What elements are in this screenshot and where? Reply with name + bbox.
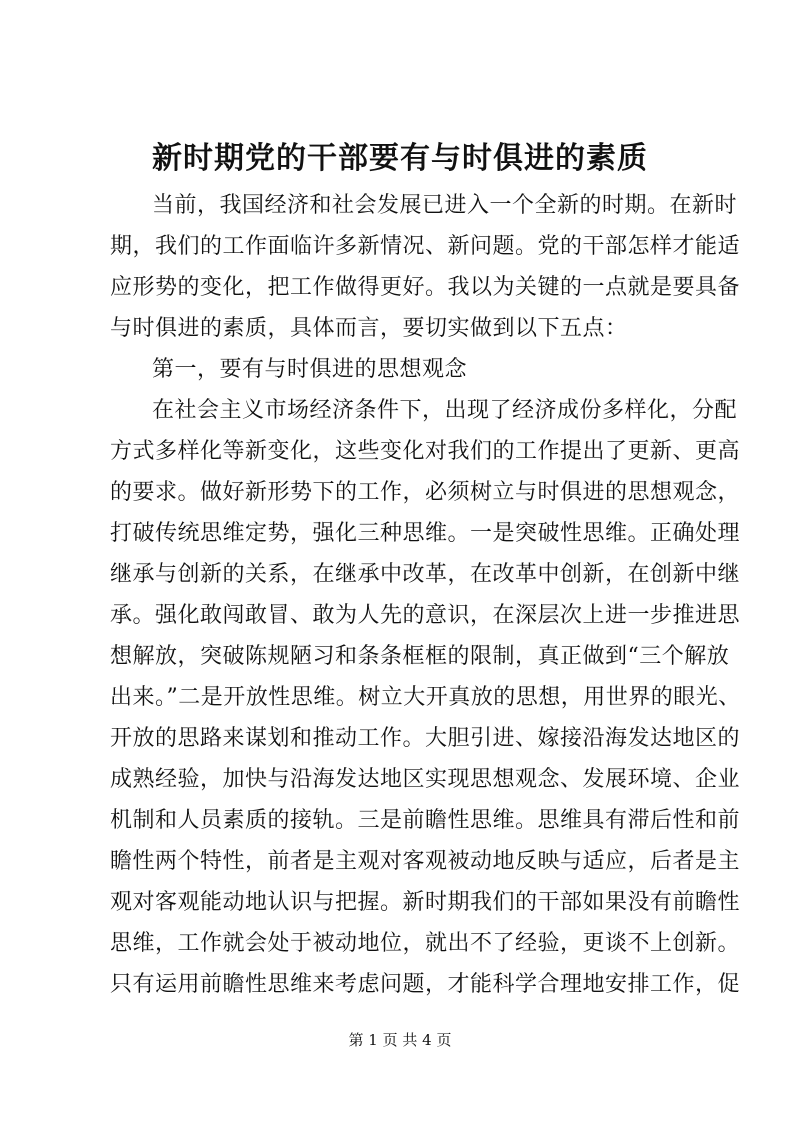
paragraph-line: 只有运用前瞻性思维来考虑问题，才能科学合理地安排工作，促	[110, 972, 741, 997]
paragraph-line: 成熟经验，加快与沿海发达地区实现思想观念、发展环境、企业	[110, 767, 741, 792]
paragraph-line: 思维，工作就会处于被动地位，就出不了经验，更谈不上创新。	[110, 931, 741, 956]
paragraph-line: 继承与创新的关系，在继承中改革，在改革中创新，在创新中继	[110, 562, 741, 587]
paragraph-line: 出来。”二是开放性思维。树立大开真放的思想，用世界的眼光、	[110, 685, 741, 710]
paragraph-line: 机制和人员素质的接轨。三是前瞻性思维。思维具有滞后性和前	[110, 808, 741, 833]
paragraph-line: 当前，我国经济和社会发展已进入一个全新的时期。在新时	[152, 193, 738, 218]
paragraph-line: 开放的思路来谋划和推动工作。大胆引进、嫁接沿海发达地区的	[110, 726, 741, 751]
paragraph-line: 观对客观能动地认识与把握。新时期我们的干部如果没有前瞻性	[110, 890, 741, 915]
paragraph-line: 期，我们的工作面临许多新情况、新问题。党的干部怎样才能适	[110, 234, 741, 259]
document-title: 新时期党的干部要有与时俱进的素质	[152, 141, 648, 176]
page-footer: 第 1 页 共 4 页	[348, 1031, 452, 1049]
paragraph-line: 瞻性两个特性，前者是主观对客观被动地反映与适应，后者是主	[110, 849, 741, 874]
paragraph-line: 方式多样化等新变化，这些变化对我们的工作提出了更新、更高	[110, 439, 741, 464]
paragraph-line: 想解放，突破陈规陋习和条条框框的限制，真正做到“三个解放	[110, 644, 730, 669]
paragraph-line: 应形势的变化，把工作做得更好。我以为关键的一点就是要具备	[110, 275, 741, 300]
paragraph-line: 与时俱进的素质，具体而言，要切实做到以下五点：	[110, 316, 628, 341]
paragraph-line: 在社会主义市场经济条件下，出现了经济成份多样化，分配	[152, 398, 738, 423]
paragraph-line: 的要求。做好新形势下的工作，必须树立与时俱进的思想观念，	[110, 480, 741, 505]
section-heading: 第一，要有与时俱进的思想观念	[152, 357, 468, 382]
paragraph-line: 承。强化敢闯敢冒、敢为人先的意识，在深层次上进一步推进思	[110, 603, 741, 628]
paragraph-line: 打破传统思维定势，强化三种思维。一是突破性思维。正确处理	[110, 521, 741, 546]
